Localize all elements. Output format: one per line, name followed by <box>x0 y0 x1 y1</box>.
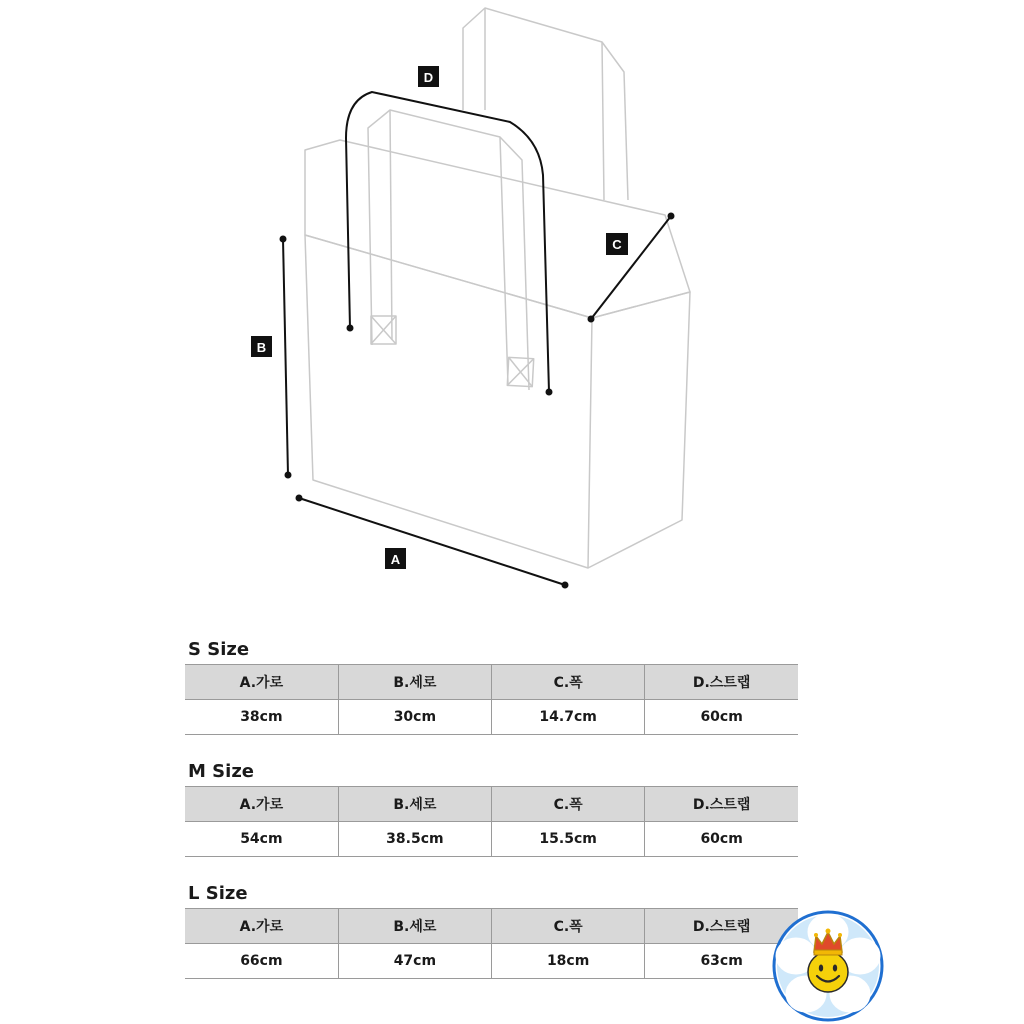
header-cell: D.스트랩 <box>645 909 798 944</box>
size-table <box>185 786 798 857</box>
measure-line-a <box>299 498 565 585</box>
value-cell: 66cm <box>185 944 338 979</box>
table-row <box>185 822 798 857</box>
crowned-smiley-flower-icon <box>772 910 884 1022</box>
measure-line-b <box>283 239 288 475</box>
size-table <box>185 908 798 979</box>
value-cell: 60cm <box>645 822 798 857</box>
value-cell: 38.5cm <box>338 822 491 857</box>
value-cell: 14.7cm <box>492 700 645 735</box>
table-row <box>185 700 798 735</box>
table-header-row <box>185 787 798 822</box>
header-cell: C.폭 <box>492 787 645 822</box>
size-block-l <box>185 883 798 979</box>
size-title: S Size <box>188 639 250 660</box>
size-block-s <box>185 639 798 735</box>
table-header-row <box>185 909 798 944</box>
table-header-row <box>185 665 798 700</box>
header-cell: B.세로 <box>338 787 491 822</box>
value-cell: 30cm <box>338 700 491 735</box>
header-cell: C.폭 <box>492 909 645 944</box>
size-title: L Size <box>188 883 248 904</box>
label-badge-b <box>251 336 272 357</box>
header-cell: D.스트랩 <box>645 665 798 700</box>
size-title: M Size <box>188 761 254 782</box>
label-badge-c <box>606 233 628 255</box>
value-cell: 60cm <box>645 700 798 735</box>
value-cell: 38cm <box>185 700 338 735</box>
header-cell: A.가로 <box>185 787 338 822</box>
header-cell: C.폭 <box>492 665 645 700</box>
header-cell: B.세로 <box>338 665 491 700</box>
size-block-m <box>185 761 798 857</box>
value-cell: 63cm <box>645 944 798 979</box>
header-cell: B.세로 <box>338 909 491 944</box>
header-cell: A.가로 <box>185 665 338 700</box>
value-cell: 47cm <box>338 944 491 979</box>
label-badge-a <box>385 548 406 569</box>
label-a: A <box>390 552 401 567</box>
value-cell: 54cm <box>185 822 338 857</box>
bag-front-panel <box>305 235 592 568</box>
header-cell: A.가로 <box>185 909 338 944</box>
label-badge-d <box>418 66 439 87</box>
header-cell: D.스트랩 <box>645 787 798 822</box>
label-b: B <box>256 340 267 355</box>
measure-line-c <box>591 216 671 319</box>
size-table <box>185 664 798 735</box>
measure-line-d <box>346 92 549 392</box>
table-row <box>185 944 798 979</box>
value-cell: 18cm <box>492 944 645 979</box>
bag-side-panel <box>588 292 690 568</box>
label-d: D <box>423 70 434 85</box>
value-cell: 15.5cm <box>492 822 645 857</box>
label-c: C <box>612 237 622 252</box>
